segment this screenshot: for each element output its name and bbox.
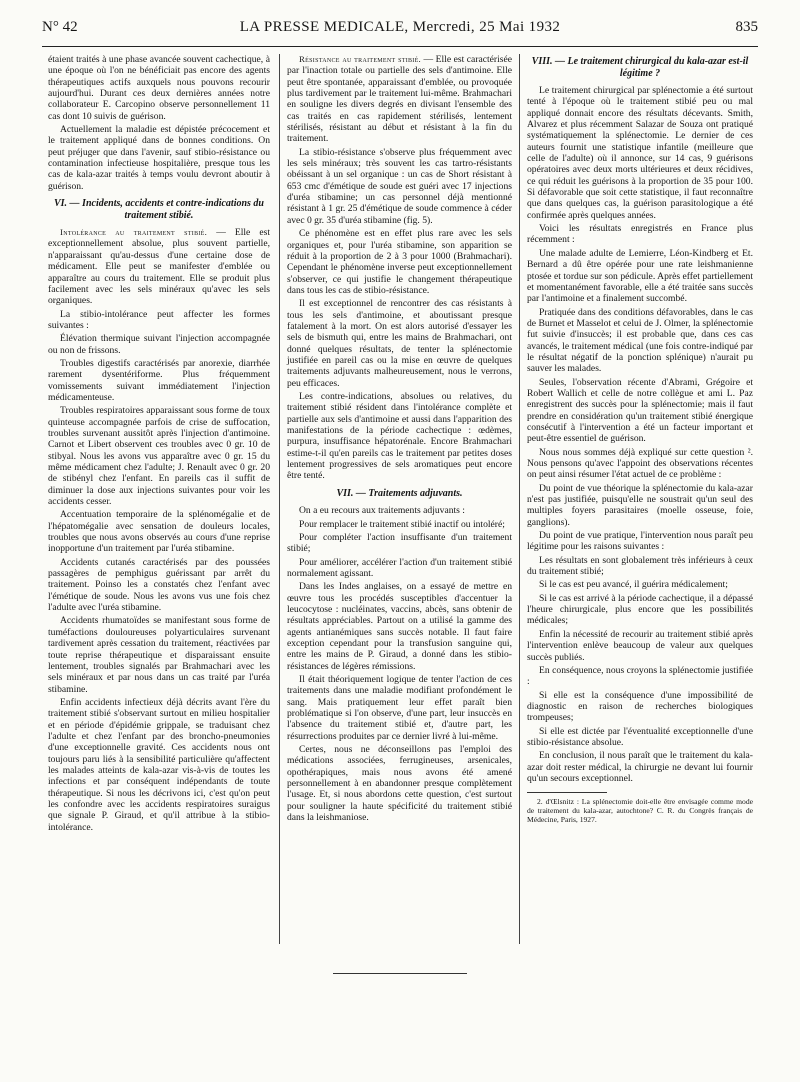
- column-divider-2: [519, 54, 520, 944]
- paragraph: Nous nous sommes déjà expliqué sur cette question ². Nous pensons qu'avec l'appoint des observations récentes on peut ainsi résumer l'état actuel de ce problème :: [527, 446, 753, 481]
- paragraph: Il est exceptionnel de rencontrer des cas résistants à tous les sels d'antimoine, et aboutissant presque fatalement à la mort. On est alors autorisé d'essayer les sels de bismuth qui, entre les mains de Brahmachari, ont donné quelques résultats, de tenter la splénectomie justifiée en pareil cas ou la mise en œuvre de quelques traitements adjuvants malheureusement, nous le verrons, peu efficaces.: [287, 298, 512, 389]
- paragraph: Si elle est la conséquence d'une impossibilité de diagnostic en raison de recherches biologiques trompeuses;: [527, 689, 753, 724]
- paragraph: Ce phénomène est en effet plus rare avec les sels organiques et, pour l'uréa stibamine, son apparition se réduit à la proportion de 2 à 3 pour 1000 (Brahmachari). Cependant le phénomène inverse peut exceptionnellement s'observer, ce qui justifie le changement thérapeutique dans tous les cas de stibio-résistance.: [287, 228, 512, 296]
- paragraph: Les contre-indications, absolues ou relatives, du traitement stibié résident dans l'intolérance complète et partielle aux sels d'antimoine et aussi dans l'apparition des manifestations de la période cachectique : œdèmes, purpura, insuffisance hépatorénale. Encore Brahmachari estime-t-il qu'en pareils cas le traitement par petites doses lentement progressives de sels aromatiques peut encore être tenté.: [287, 390, 512, 482]
- paragraph: Le traitement chirurgical par splénectomie a été surtout tenté à l'époque où le traitement stibié peu ou mal appliqué donnait encore des résultats décevants. Smith, Alvarez et plus récemment Salazar de Souza ont pratiqué systématiquement la splénectomie. Le dernier de ces auteurs fournit une statistique infantile (meilleure que celle de l'adulte) où il annonce, sur 14 cas, 9 guérisons opératoires avec deux morts ultérieures et deux récidives, ce qui réduit les guérisons à la proportion de 35 pour 100. Si défavorable que soit cette statistique, il faut reconnaître que dans quelques cas, la guérison parasitologique a été confirmée après quelques années.: [527, 85, 753, 221]
- paragraph: Troubles digestifs caractérisés par anorexie, diarrhée rarement dysentériforme. Plus fréquemment vomissements suivant immédiatement l'injection médicamenteuse.: [48, 357, 270, 403]
- paragraph: Du point de vue théorique la splénectomie du kala-azar n'est pas justifiée, puisqu'elle ne soustrait qu'un seul des multiples foyers parasitaires (moelle osseuse, foie, ganglions).: [527, 482, 753, 528]
- page-number: 835: [735, 19, 758, 35]
- paragraph: En conséquence, nous croyons la splénectomie justifiée :: [527, 664, 753, 688]
- paragraph-text: — Elle est caractérisée par l'inaction totale ou partielle des sels d'antimoine. Elle peut être spontanée, apparaissant d'emblée, ou provoquée plus tardivement par le traitement lui-même. Brahmachari en souligne les divers degrés en divisant l'ensemble des cas traités en cas rapidement stérilisés, lentement stérilisés, résistant au début et résistant à la fin du traitement.: [287, 54, 512, 145]
- paragraph: étaient traités à une phase avancée souvent cachectique, à une époque où l'on ne bénéficiait pas encore des agents thérapeutiques actifs auxquels nous pouvons recourir aujourd'hui. Durant ces deux dernières années notre collaborateur E. Carcopino observe personnellement 11 cas dont 10 suivis de guérison.: [48, 54, 270, 122]
- paragraph: Dans les Indes anglaises, on a essayé de mettre en œuvre tous les procédés susceptibles d'accentuer la leucocytose : nucléinates, vaccins, abcès, sans obtenir de résultats appréciables. Partout on a utilisé la gamme des agents antianémiques sans succès notable. Il faut faire exception cependant pour la transfusion sanguine qui, entre les mains de P. Giraud, a donné dans les stibio-résistances de légères rémissions.: [287, 581, 512, 672]
- paragraph: Actuellement la maladie est dépistée précocement et le traitement appliqué dans de bonnes conditions. On peut préjuger que dans l'avenir, sauf stibio-résistance ou contamination infectieuse hospitalière, presque tous les cas de kala-azar traités à temps voulu devront aboutir à guérison.: [48, 124, 270, 192]
- paragraph: La stibio-résistance s'observe plus fréquemment avec les sels minéraux; très souvent les cas tartro-résistants obéissant à un sel organique : un cas de Short résistant à 653 cmc d'émétique de soude est guéri avec 17 injections d'uréa stibamine; un cas personnel déjà mentionné résistant à 1 gr. 25 d'émétique de soude commence à céder avec 0 gr. 35 d'uréa stibamine (fig. 5).: [287, 146, 512, 226]
- paragraph: Si le cas est peu avancé, il guérira médicalement;: [539, 579, 728, 591]
- paragraph: Accentuation temporaire de la splénomégalie et de l'hépatomégalie avec sensation de douleurs locales, troubles que nous avons observés au cours d'une reprise inopportune d'un traitement par l'uréa stibamine.: [48, 509, 270, 555]
- paragraph: Enfin accidents infectieux déjà décrits avant l'ère du traitement stibié s'observant surtout en milieu hospitalier et en période d'épidémie grippale, se traduisant chez l'adulte et chez l'enfant par des broncho-pneumonies d'une exceptionnelle gravité. Ces accidents nous ont toujours paru liés à la sensibilité particulière qu'affectent les malades atteints de kala-azar vis-à-vis de toutes les infections et par conséquent indépendants de toute thérapeutique. Si nous les décrivons ici, c'est qu'on peut les confondre avec les accidents respiratoires suraigus que signale P. Giraud, et qu'il attribue à la stibio-intolérance.: [48, 696, 270, 833]
- paragraph: La stibio-intolérance peut affecter les formes suivantes :: [48, 308, 270, 331]
- run-in-heading: Résistance au traitement stibié.: [299, 54, 422, 64]
- paragraph: Pour compléter l'action insuffisante d'un traitement stibié;: [287, 531, 512, 555]
- column-2: [287, 54, 512, 826]
- issue-number: N° 42: [42, 19, 78, 35]
- journal-title: LA PRESSE MEDICALE, Mercredi, 25 Mai 1932: [239, 19, 561, 35]
- paragraph: Élévation thermique suivant l'injection accompagnée ou non de frissons.: [48, 333, 270, 356]
- paragraph: Voici les résultats enregistrés en France plus récemment :: [527, 223, 753, 246]
- footnote: 2. d'Œlsnitz : La splénectomie doit-elle être envisagée comme mode de traitement du kala-azar, autochtone? C. R. du Congrès français de Médecine, Paris, 1927.: [527, 797, 753, 825]
- paragraph: Les résultats en sont globalement très inférieurs à ceux du traitement stibié;: [527, 554, 753, 578]
- column-divider-1: [279, 54, 280, 944]
- column-1: [48, 54, 270, 835]
- paragraph: On a eu recours aux traitements adjuvants :: [299, 505, 465, 517]
- run-in-heading: Intolérance au traitement stibié.: [60, 227, 208, 238]
- paragraph: Seules, l'observation récente d'Abrami, Grégoire et Robert Wallich et celle de notre collègue et ami L. Paz enregistrent des succès pour la splénectomie; mais il faut prendre en considération qu'un traitement stibié énergique consécutif à l'intervention a été un facteur important et peut-être essentiel de guérison.: [527, 376, 753, 445]
- paragraph: Pour remplacer le traitement stibié inactif ou intoléré;: [299, 518, 505, 530]
- column-3: [527, 54, 753, 826]
- paragraph: Pour améliorer, accélérer l'action d'un traitement stibié normalement agissant.: [287, 556, 512, 579]
- footnote-rule: [527, 792, 607, 793]
- paragraph: Si elle est dictée par l'éventualité exceptionnelle d'une stibio-résistance absolue.: [527, 725, 753, 748]
- running-header: [42, 19, 758, 43]
- paragraph: Enfin la nécessité de recourir au traitement stibié après l'intervention enlève beaucoup de valeur aux quelques succès publiés.: [527, 628, 753, 663]
- paragraph: Il était théoriquement logique de tenter l'action de ces traitements dans une maladie modifiant profondément le sang. Mais pratiquement leur effet paraît bien problématique si l'on observe, d'une part, leur insuccès en l'absence du traitement stibié et, d'autre part, les résurrections produites par ce dernier livré à lui-même.: [287, 674, 512, 742]
- paragraph: Certes, nous ne déconseillons pas l'emploi des médications associées, ferrugineuses, arsenicales, opothérapiques, mais nous avons été amené personnellement à en abandonner presque complètement l'usage. Et, si nous abordons cette question, c'est surtout pour souligner la haute spécificité du traitement stibié dans la leishmaniose.: [287, 744, 512, 824]
- paragraph-text: — Elle est exceptionnellement absolue, plus souvent partielle, n'apparaissant qu'au-dessus d'une certaine dose de médicament. Elle peut se manifester d'emblée ou apparaître au cours du traitement. Elle se produit plus facilement avec les sels minéraux qu'avec les sels organiques.: [48, 227, 270, 307]
- paragraph: Accidents rhumatoïdes se manifestant sous forme de tuméfactions douloureuses polyarticulaires survenant tardivement après cessation du traitement, réactivées par toute reprise thérapeutique et disparaissant ensuite lentement, troubles signalés par Brahmachari avec les sels minéraux et par nous dans un cas traité par l'uréa stibamine.: [48, 615, 270, 695]
- section-heading-vi: VI. — Incidents, accidents et contre-indications du traitement stibié.: [53, 198, 264, 221]
- paragraph: Troubles respiratoires apparaissant sous forme de toux quinteuse accompagnée parfois de crise de suffocation, troubles survenant aussitôt après l'injection d'antimoine. Carnot et Libert observent ces troubles avec 0 gr. 10 de stibyal. Nous les avons vus apparaître avec 0 gr. 15 du même médicament chez l'adulte; J. Renault avec 0 gr. 20 de stibényl chez l'enfant. En pareils cas il suffit de diminuer la dose aux injections suivantes pour voir les accidents cesser.: [48, 405, 270, 508]
- paragraph: Du point de vue pratique, l'intervention nous paraît peu légitime pour les raisons suivantes :: [527, 530, 753, 553]
- paragraph: [48, 227, 270, 306]
- paragraph: Si le cas est arrivé à la période cachectique, il a dépassé l'heure chirurgicale, plus encore que les possibilités médicales;: [527, 592, 753, 627]
- header-rule: [42, 46, 758, 47]
- paragraph: [287, 54, 512, 145]
- paragraph: En conclusion, il nous paraît que le traitement du kala-azar doit rester médical, la chirurgie ne devant lui fournir qu'un secours exceptionnel.: [527, 750, 753, 784]
- section-heading-vii: VII. — Traitements adjuvants.: [336, 487, 463, 499]
- section-heading-viii: VIII. — Le traitement chirurgical du kala-azar est-il légitime ?: [531, 56, 749, 79]
- paragraph: Pratiquée dans des conditions défavorables, dans le cas de Burnet et Masselot et celui de J. Olmer, la splénectomie fut suivie d'insuccès; il est probable que, dans ces cas avancés, le traitement médical (une fois contre-indiqué par le résultat négatif de la ponction splénique) n'aurait pu sauver les malades.: [527, 306, 753, 375]
- paragraph: Une malade adulte de Lemierre, Léon-Kindberg et Et. Bernard a dû être opérée pour une rate leishmanienne ptosée et tordue sur son pédicule. Après effet partiellement et momentanément favorable, elle a été traitée sans succès par l'antimoine et a finalement succombé.: [527, 247, 753, 305]
- paragraph: Accidents cutanés caractérisés par des poussées passagères de pemphigus guérissant par arrêt du traitement. Poinso les a constatés chez l'enfant avec l'émétique de soude. Nous les avons vus une fois chez l'adulte avec l'uréa stibamine.: [48, 556, 270, 614]
- bottom-rule: [333, 973, 467, 974]
